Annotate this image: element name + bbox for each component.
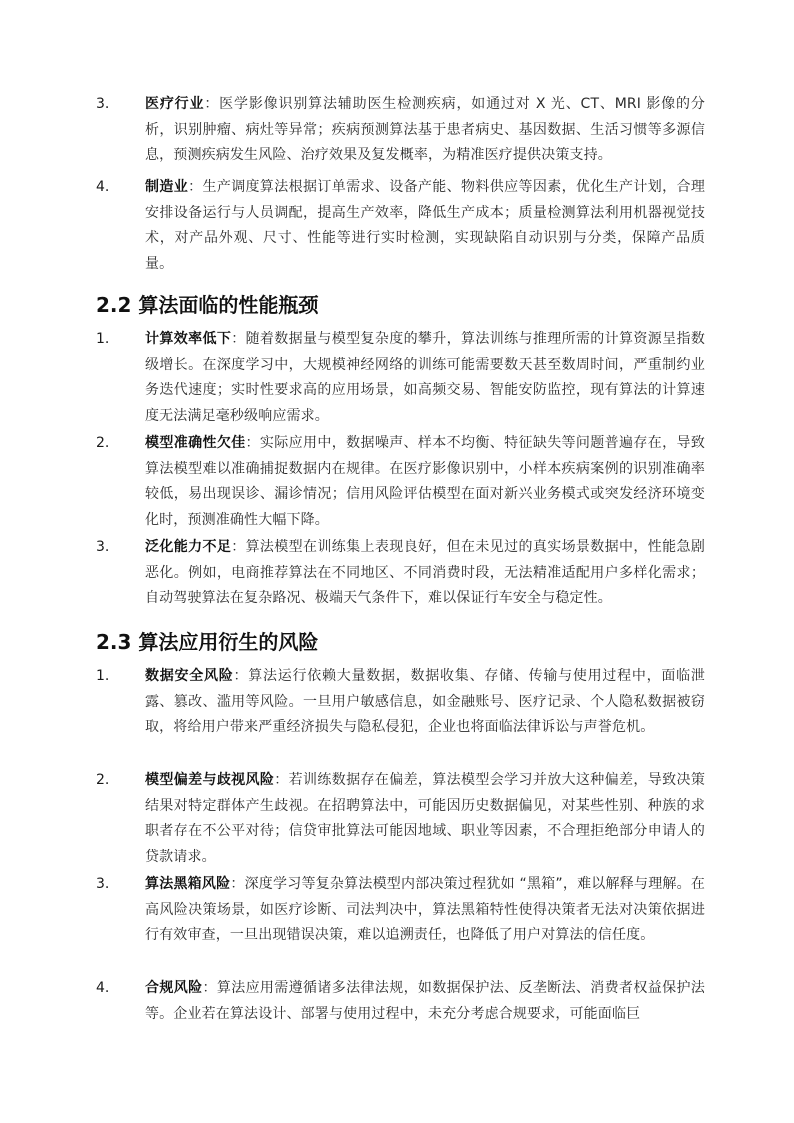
section-2-2	[0, 327, 794, 612]
list-term: 医疗行业	[145, 96, 205, 112]
list-term: 制造业	[145, 179, 189, 195]
list-number: 3.	[96, 539, 110, 555]
list-text	[145, 327, 705, 429]
list-body: 医学影像识别算法辅助医生检测疾病，如通过对 X 光、CT、MRI 影像的分析，识别肿瘤、病灶等异常；疾病预测算法基于患者病史、基因数据、生活习惯等多源信息，预测疾病发生风险、治疗效果及复发概率，为精准医疗提供决策支持。	[145, 96, 705, 163]
term-colon: ：	[204, 96, 220, 112]
list-item	[0, 175, 794, 277]
term-colon: ：	[233, 668, 249, 684]
list-item	[0, 431, 794, 535]
list-text	[145, 92, 705, 169]
list-term: 模型准确性欠佳	[145, 435, 246, 451]
section-2-3	[0, 664, 794, 1027]
list-text	[145, 768, 705, 870]
list-body: 算法运行依赖大量数据，数据收集、存储、传输与使用过程中，面临泄露、篡改、滥用等风险。一旦用户敏感信息，如金融账号、医疗记录、个人隐私数据被窃取，将给用户带来严重经济损失与隐私侵犯，企业也将面临法律诉讼与声誉危机。	[145, 668, 705, 735]
list-body: 实际应用中，数据噪声、样本不均衡、特征缺失等问题普遍存在，导致算法模型难以准确捕捉数据内在规律。在医疗影像识别中，小样本疾病案例的识别准确率较低，易出现误诊、漏诊情况；信用风险评估模型在面对新兴业务模式或突发经济环境变化时，预测准确性大幅下降。	[145, 435, 705, 528]
list-term: 模型偏差与歧视风险	[145, 772, 275, 788]
section-heading: 2.2 算法面临的性能瓶颈	[96, 293, 319, 317]
list-item	[0, 872, 794, 976]
list-body: 深度学习等复杂算法模型内部决策过程犹如 “黑箱”，难以解释与理解。在高风险决策场景，如医疗诊断、司法判决中，算法黑箱特性使得决策者无法对决策依据进行有效审查，一旦出现错误决策，难以追溯责任，也降低了用户对算法的信任度。	[145, 876, 706, 943]
section-2-1-tail	[0, 92, 794, 277]
list-number: 1.	[96, 668, 110, 684]
term-colon: ：	[274, 772, 289, 788]
list-number: 4.	[96, 980, 110, 996]
list-term: 算法黑箱风险	[145, 876, 231, 892]
list-number: 3.	[96, 96, 110, 112]
list-number: 2.	[96, 772, 110, 788]
list-item	[0, 976, 794, 1027]
term-colon: ：	[230, 876, 245, 892]
term-colon: ：	[202, 980, 217, 996]
list-text	[145, 535, 705, 612]
list-body: 算法模型在训练集上表现良好，但在未见过的真实场景数据中，性能急剧恶化。例如，电商推荐算法在不同地区、不同消费时段，无法精准适配用户多样化需求；自动驾驶算法在复杂路况、极端天气条件下，难以保证行车安全与稳定性。	[145, 539, 705, 606]
list-body: 随着数据量与模型复杂度的攀升，算法训练与推理所需的计算资源呈指数级增长。在深度学习中，大规模神经网络的训练可能需要数天甚至数周时间，严重制约业务迭代速度；实时性要求高的应用场景，如高频交易、智能安防监控，现有算法的计算速度无法满足毫秒级响应需求。	[145, 331, 705, 424]
section-heading: 2.3 算法应用衍生的风险	[96, 630, 319, 654]
list-number: 3.	[96, 876, 110, 892]
list-text	[145, 872, 705, 949]
term-colon: ：	[231, 539, 246, 555]
list-term: 泛化能力不足	[145, 539, 232, 555]
list-item	[0, 768, 794, 872]
list-body: 生产调度算法根据订单需求、设备产能、物料供应等因素，优化生产计划，合理安排设备运行与人员调配，提高生产效率，降低生产成本；质量检测算法利用机器视觉技术，对产品外观、尺寸、性能等进行实时检测，实现缺陷自动识别与分类，保障产品质量。	[145, 179, 706, 272]
list-body: 算法应用需遵循诸多法律法规，如数据保护法、反垄断法、消费者权益保护法等。企业若在算法设计、部署与使用过程中，未充分考虑合规要求，可能面临巨	[145, 980, 705, 1022]
list-number: 4.	[96, 179, 110, 195]
term-colon: ：	[231, 331, 246, 347]
list-term: 计算效率低下	[145, 331, 232, 347]
list-term: 合规风险	[145, 980, 203, 996]
list-item	[0, 664, 794, 768]
list-text	[145, 431, 705, 533]
list-number: 2.	[96, 435, 110, 451]
list-number: 1.	[96, 331, 110, 347]
list-text	[145, 976, 705, 1027]
list-term: 数据安全风险	[145, 668, 234, 684]
list-text	[145, 664, 705, 741]
list-item	[0, 327, 794, 431]
list-body: 若训练数据存在偏差，算法模型会学习并放大这种偏差，导致决策结果对特定群体产生歧视。在招聘算法中，可能因历史数据偏见，对某些性别、种族的求职者存在不公平对待；信贷审批算法可能因地域、职业等因素，不合理拒绝部分申请人的贷款请求。	[145, 772, 705, 865]
list-item	[0, 92, 794, 172]
term-colon: ：	[188, 179, 203, 195]
term-colon: ：	[245, 435, 260, 451]
list-item	[0, 535, 794, 612]
list-text	[145, 175, 705, 277]
